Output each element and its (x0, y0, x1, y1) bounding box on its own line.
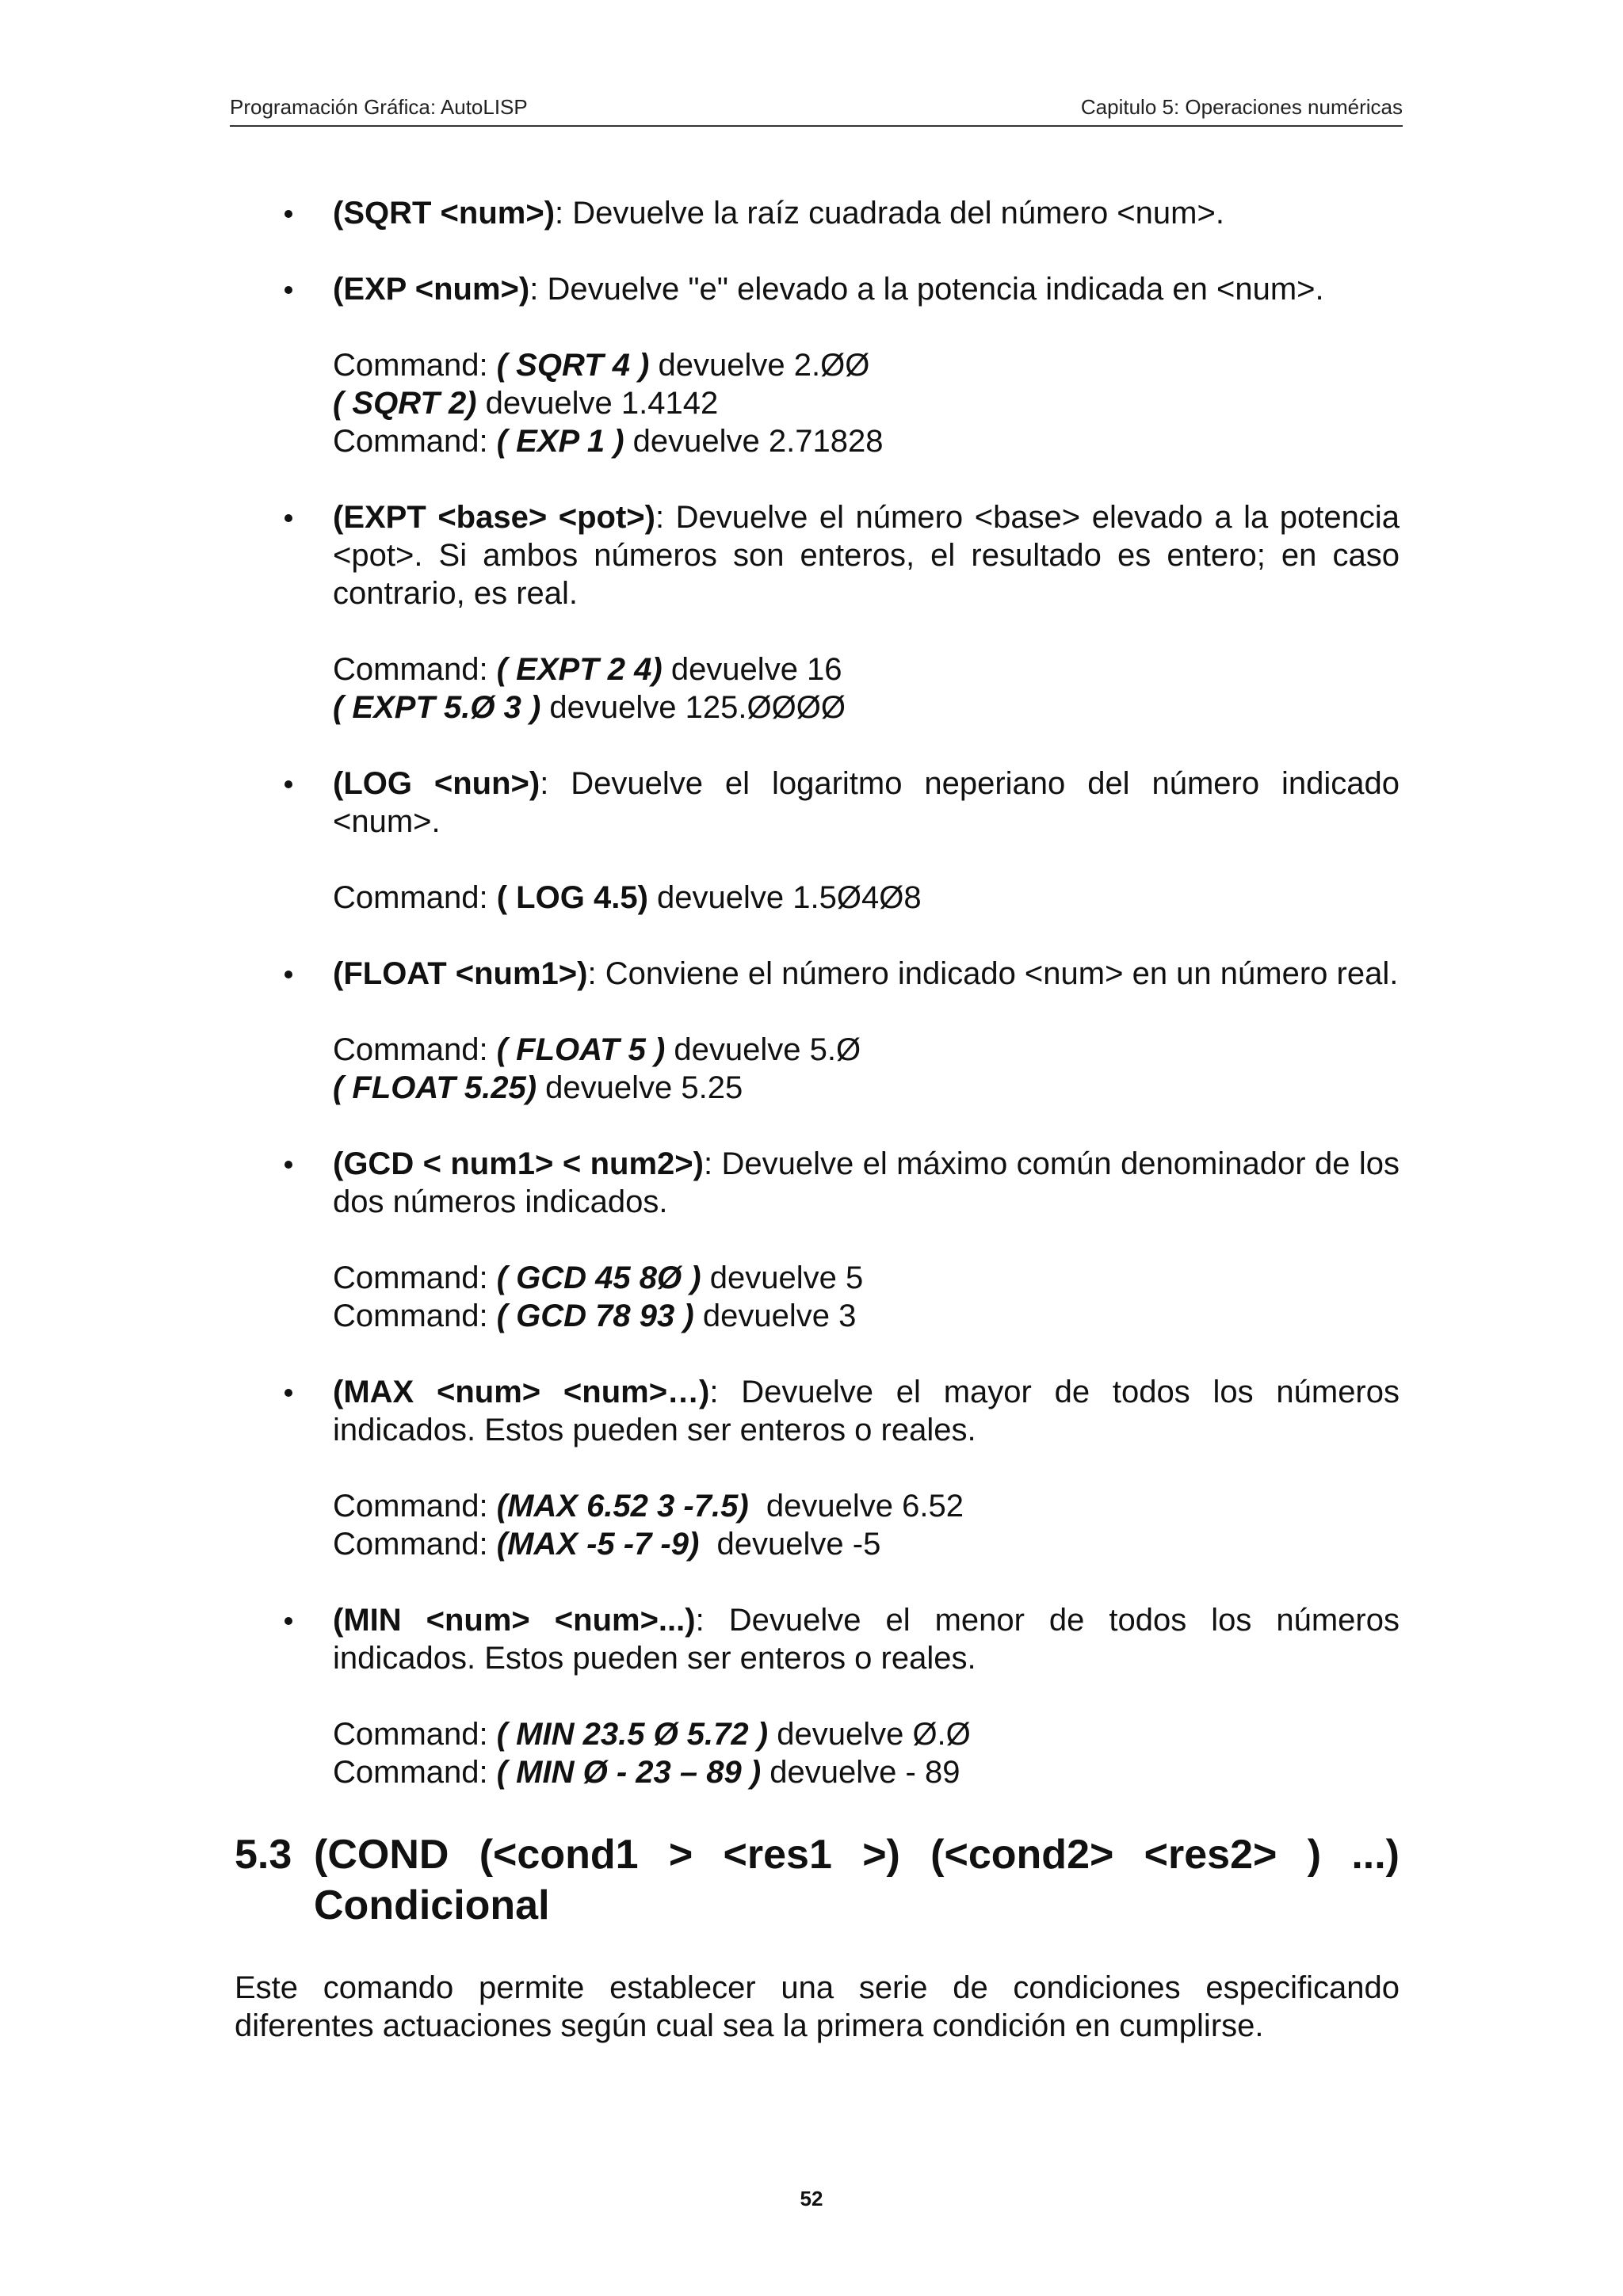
bullet-icon (285, 514, 292, 522)
example-line: Command: ( MIN 23.5 Ø 5.72 ) devuelve Ø.Ø (333, 1717, 971, 1752)
item-desc: : Devuelve el máximo común denominador de los dos números indicados. (333, 1146, 1400, 1219)
item-term: (MIN <num> <num>...) (333, 1603, 696, 1638)
list-item-exp (235, 270, 1400, 308)
example-line: Command: (MAX 6.52 3 -7.5) devuelve 6.52 (333, 1489, 964, 1524)
item-term: (EXP <num>) (333, 272, 530, 307)
page-number: 52 (800, 2187, 823, 2210)
example-line: Command: ( GCD 78 93 ) devuelve 3 (333, 1299, 857, 1333)
item-desc: : Devuelve el mayor de todos los números indicados. Estos pueden ser enteros o reales. (333, 1375, 1400, 1447)
item-desc: : Devuelve el menor de todos los números indicados. Estos pueden ser enteros o reales. (333, 1603, 1400, 1676)
example-line: Command: ( GCD 45 8Ø ) devuelve 5 (333, 1261, 864, 1295)
list-item-gcd (235, 1145, 1400, 1221)
item-term: (LOG <nun>) (333, 766, 540, 801)
bullet-icon (285, 1161, 292, 1169)
example-block-max (235, 1487, 1400, 1563)
example-line: Command: ( FLOAT 5 ) devuelve 5.Ø (333, 1032, 861, 1067)
header-right: Capitulo 5: Operaciones numéricas (1080, 95, 1403, 119)
item-desc: : Conviene el número indicado <num> en un número real. (587, 956, 1399, 991)
example-line: ( FLOAT 5.25) devuelve 5.25 (333, 1070, 743, 1105)
section-number: 5.3 (235, 1832, 292, 1878)
bullet-icon (285, 1617, 292, 1625)
example-block-float (235, 1031, 1400, 1107)
bullet-icon (285, 1389, 292, 1397)
example-line: Command: (MAX -5 -7 -9) devuelve -5 (333, 1527, 881, 1562)
example-block-sqrt-exp (235, 346, 1400, 460)
list-item-min (235, 1601, 1400, 1677)
list-item-max (235, 1373, 1400, 1449)
section-title-line1: (COND (<cond1 > <res1 >) (<cond2> <res2> ) ...) (314, 1832, 1400, 1878)
bullet-icon (285, 971, 292, 978)
example-block-min (235, 1715, 1400, 1791)
section-heading (235, 1829, 1400, 1931)
item-desc: : Devuelve la raíz cuadrada del número <num>. (555, 196, 1224, 231)
list-item-log (235, 765, 1400, 841)
item-term: (MAX <num> <num>…) (333, 1375, 710, 1409)
bullet-icon (285, 780, 292, 788)
example-block-expt (235, 650, 1400, 727)
example-line: Command: ( MIN Ø - 23 – 89 ) devuelve - 89 (333, 1755, 960, 1790)
item-term: (FLOAT <num1>) (333, 956, 588, 991)
example-line: Command: ( SQRT 4 ) devuelve 2.ØØ (333, 348, 870, 383)
example-line: Command: ( EXP 1 ) devuelve 2.71828 (333, 424, 884, 459)
item-term: (SQRT <num>) (333, 196, 556, 231)
list-item-expt (235, 498, 1400, 612)
example-line: ( SQRT 2) devuelve 1.4142 (333, 386, 719, 421)
example-line: Command: ( LOG 4.5) devuelve 1.5Ø4Ø8 (333, 880, 922, 915)
bullet-icon (285, 286, 292, 294)
section-title-line2: Condicional (314, 1882, 550, 1928)
item-desc: : Devuelve el número <base> elevado a la potencia <pot>. Si ambos números son enteros, el resultado es entero; en caso contrario, es real. (333, 500, 1400, 611)
body-paragraph: Este comando permite establecer una serie de condiciones especificando diferentes actuaciones según cual sea la primera condición en cumplirse. (235, 1970, 1400, 2043)
page-content (235, 194, 1400, 2045)
item-desc: : Devuelve "e" elevado a la potencia indicada en <num>. (529, 272, 1324, 307)
header-left: Programación Gráfica: AutoLISP (230, 95, 528, 119)
example-block-gcd (235, 1259, 1400, 1335)
example-line: ( EXPT 5.Ø 3 ) devuelve 125.ØØØØ (333, 690, 846, 725)
header-divider (230, 125, 1403, 127)
example-block-log (235, 879, 1400, 917)
item-term: (GCD < num1> < num2>) (333, 1146, 704, 1181)
list-item-float (235, 955, 1400, 993)
item-term: (EXPT <base> <pot>) (333, 500, 655, 535)
list-item-sqrt (235, 194, 1400, 232)
bullet-icon (285, 210, 292, 218)
item-desc: : Devuelve el logaritmo neperiano del número indicado <num>. (333, 766, 1400, 839)
example-line: Command: ( EXPT 2 4) devuelve 16 (333, 652, 842, 687)
